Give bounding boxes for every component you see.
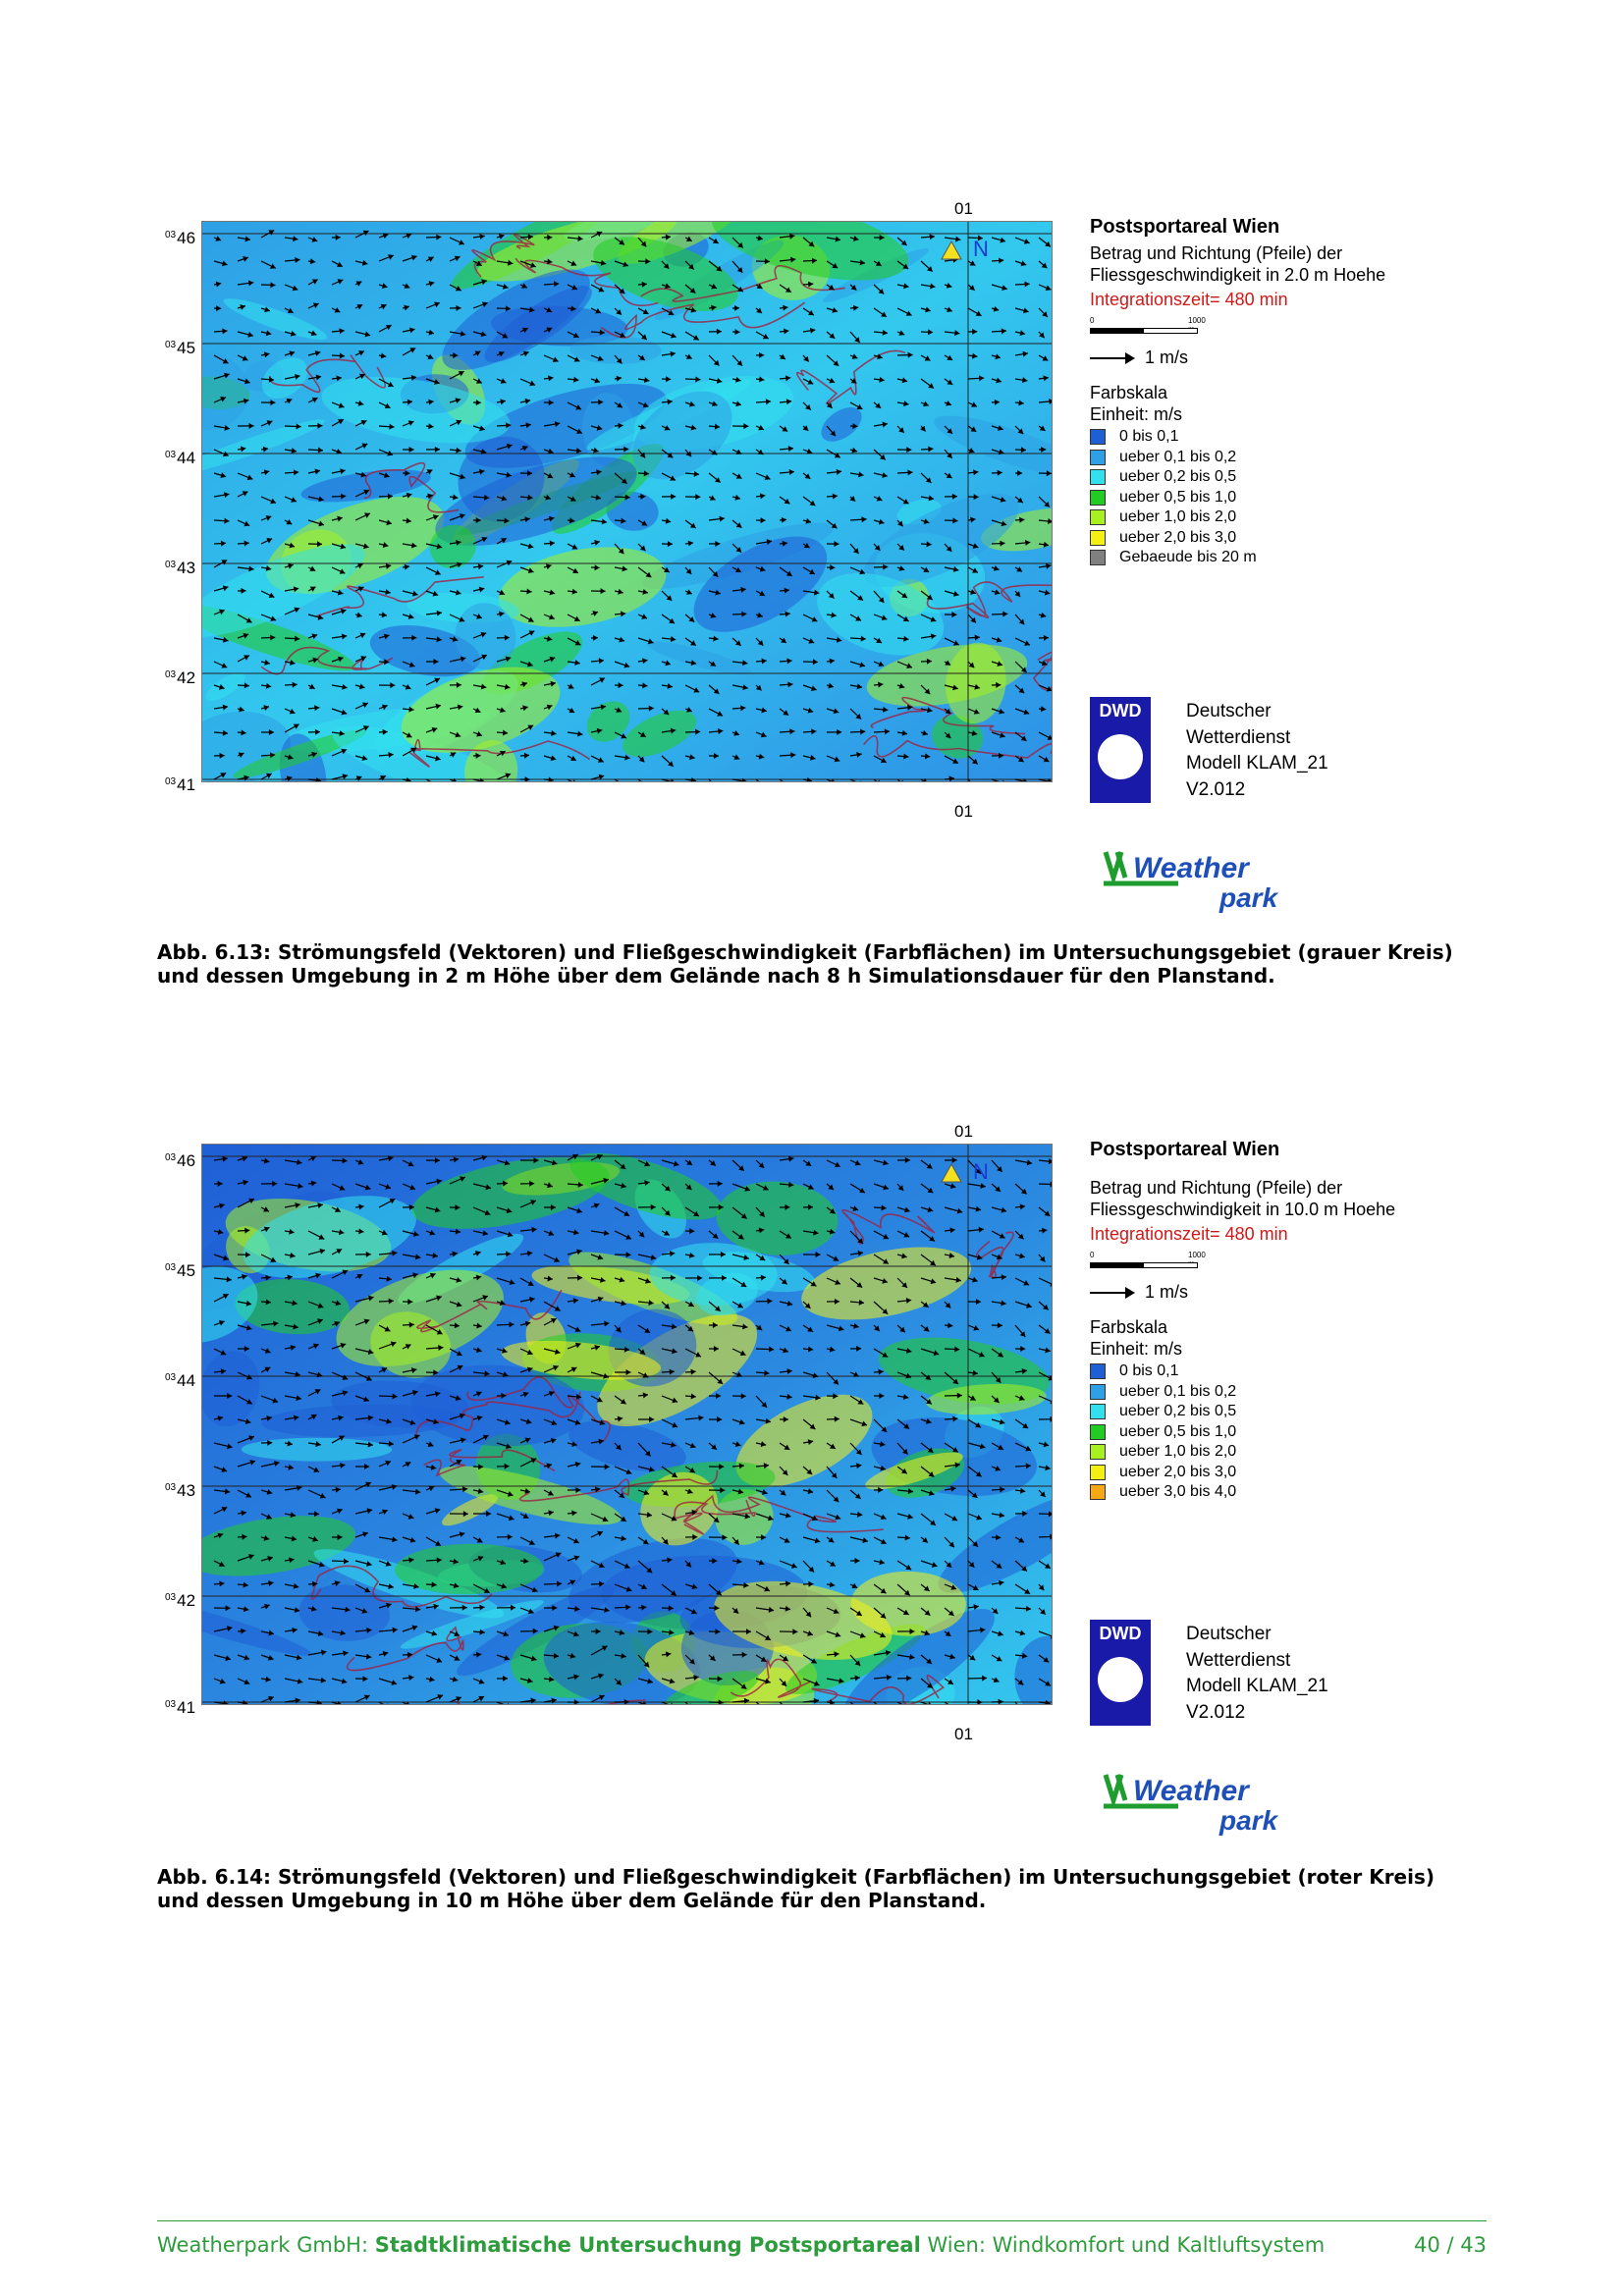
- y-tick-label: $^{03}$45: [165, 1261, 196, 1280]
- figure-caption: Abb. 6.14: Strömungsfeld (Vektoren) und Fließgeschwindigkeit (Farbflächen) im Untersuchungsgebiet (roter Kreis) und dessen Umgebung in 10 m Höhe über dem Gelände für den Planstand.: [157, 1865, 1435, 1912]
- footer-title: Weatherpark GmbH: Stadtklimatische Untersuchung Postsportareal Wien: Windkomfort und Kaltluftsystem: [157, 2233, 1326, 2257]
- swirl-icon: [1098, 734, 1143, 779]
- svg-text:park: park: [1219, 1805, 1278, 1836]
- legend-class-label: Gebaeude bis 20 m: [1119, 549, 1257, 566]
- color-swatch: [1090, 1363, 1106, 1379]
- x-tick-label-top: 01: [954, 1122, 973, 1141]
- legend-class-label: 0 bis 0,1: [1119, 428, 1179, 446]
- legend-class-label: ueber 0,2 bis 0,5: [1119, 468, 1237, 486]
- y-tick-label: $^{03}$44: [165, 449, 196, 467]
- color-swatch: [1090, 1424, 1106, 1440]
- y-tick-label: $^{03}$44: [165, 1371, 196, 1390]
- x-tick-label-top: 01: [954, 199, 973, 218]
- legend-description: Betrag und Richtung (Pfeile) der: [1090, 1178, 1343, 1198]
- legend-class-label: ueber 0,1 bis 0,2: [1119, 1382, 1237, 1400]
- y-tick-label: $^{03}$43: [165, 559, 196, 577]
- legend-class-item: [1090, 1442, 1473, 1463]
- y-tick-label: $^{03}$42: [165, 1591, 196, 1610]
- legend-title: Postsportareal Wien: [1090, 216, 1280, 238]
- legend-class-item: [1090, 507, 1473, 528]
- y-tick-label: $^{03}$45: [165, 339, 196, 357]
- color-scale-title: Farbskala: [1090, 383, 1168, 402]
- svg-text:Weather: Weather: [1133, 1775, 1249, 1807]
- x-tick-label-bottom: 01: [954, 1725, 973, 1743]
- svg-text:Weather: Weather: [1133, 852, 1249, 884]
- flow-field-map: [201, 1144, 1053, 1705]
- legend-class-item: [1090, 548, 1473, 568]
- legend-class-item: [1090, 1422, 1473, 1443]
- map-panel: [157, 201, 1051, 829]
- flow-field-canvas: [202, 1145, 1052, 1704]
- x-tick-label-bottom: 01: [954, 802, 973, 821]
- legend-class-label: 0 bis 0,1: [1119, 1362, 1179, 1380]
- color-scale-unit: Einheit: m/s: [1090, 1339, 1183, 1359]
- flow-field-canvas: [202, 222, 1052, 781]
- legend-class-item: [1090, 1402, 1473, 1422]
- color-swatch: [1090, 469, 1106, 485]
- weatherpark-logo: [1100, 844, 1296, 913]
- color-swatch: [1090, 1384, 1106, 1400]
- legend-class-label: ueber 3,0 bis 4,0: [1119, 1483, 1237, 1501]
- y-tick-label: $^{03}$46: [165, 1151, 196, 1170]
- scale-bar: 0 1000: [1090, 1251, 1198, 1274]
- color-swatch: [1090, 450, 1106, 465]
- color-swatch: [1090, 530, 1106, 546]
- arrow-scale: 1 m/s: [1090, 1282, 1473, 1303]
- color-legend-list: [1090, 427, 1473, 568]
- color-scale-unit: Einheit: m/s: [1090, 404, 1183, 424]
- map-panel: [157, 1124, 1051, 1752]
- north-label: N: [973, 1159, 989, 1184]
- legend-class-item: [1090, 528, 1473, 549]
- color-scale-title: Farbskala: [1090, 1317, 1168, 1337]
- arrow-scale: 1 m/s: [1090, 347, 1473, 368]
- color-swatch: [1090, 509, 1106, 525]
- legend-class-label: ueber 2,0 bis 3,0: [1119, 528, 1237, 546]
- legend-class-label: ueber 0,5 bis 1,0: [1119, 488, 1237, 506]
- color-swatch: [1090, 1404, 1106, 1419]
- svg-text:park: park: [1219, 882, 1278, 913]
- legend-class-item: [1090, 427, 1473, 448]
- legend-class-item: [1090, 1482, 1473, 1503]
- legend-class-item: [1090, 448, 1473, 468]
- arrow-icon: [1090, 1292, 1133, 1294]
- legend-title: Postsportareal Wien: [1090, 1139, 1280, 1160]
- dwd-text: Deutscher Wetterdienst Modell KLAM_21 V2.012: [1186, 1624, 1328, 1723]
- y-tick-label: $^{03}$43: [165, 1481, 196, 1500]
- legend-class-label: ueber 2,0 bis 3,0: [1119, 1463, 1237, 1480]
- dwd-block: [1090, 697, 1328, 803]
- dwd-block: [1090, 1620, 1328, 1726]
- page-footer: [157, 2220, 1487, 2257]
- color-swatch: [1090, 1465, 1106, 1480]
- dwd-logo: DWD: [1090, 697, 1151, 803]
- y-tick-label: $^{03}$42: [165, 668, 196, 687]
- legend-description: Betrag und Richtung (Pfeile) der: [1090, 243, 1343, 263]
- north-label: N: [973, 237, 989, 261]
- y-tick-label: $^{03}$41: [165, 775, 196, 794]
- legend-class-label: ueber 0,5 bis 1,0: [1119, 1422, 1237, 1440]
- legend-class-item: [1090, 1382, 1473, 1403]
- color-swatch: [1090, 1484, 1106, 1500]
- color-swatch: [1090, 490, 1106, 506]
- scale-bar: 0 1000: [1090, 316, 1198, 340]
- legend-class-item: [1090, 1463, 1473, 1483]
- color-swatch: [1090, 1444, 1106, 1460]
- map-legend: [1090, 216, 1473, 568]
- legend-class-label: ueber 0,1 bis 0,2: [1119, 448, 1237, 465]
- legend-description: Fliessgeschwindigkeit in 10.0 m Hoehe: [1090, 1200, 1396, 1219]
- map-legend: [1090, 1139, 1473, 1503]
- legend-class-label: ueber 1,0 bis 2,0: [1119, 508, 1237, 526]
- dwd-logo: DWD: [1090, 1620, 1151, 1726]
- integration-time: Integrationszeit= 480 min: [1090, 290, 1288, 309]
- legend-class-item: [1090, 1362, 1473, 1382]
- swirl-icon: [1098, 1657, 1143, 1702]
- y-tick-label: $^{03}$41: [165, 1698, 196, 1717]
- arrow-icon: [1090, 357, 1133, 359]
- legend-class-item: [1090, 488, 1473, 508]
- legend-class-label: ueber 0,2 bis 0,5: [1119, 1403, 1237, 1420]
- color-swatch: [1090, 429, 1106, 445]
- figure-caption: Abb. 6.13: Strömungsfeld (Vektoren) und Fließgeschwindigkeit (Farbflächen) im Untersuchungsgebiet (grauer Kreis) und dessen Umgebung in 2 m Höhe über dem Gelände nach 8 h Simulationsdauer für den Planstand.: [157, 940, 1453, 988]
- y-tick-label: $^{03}$46: [165, 229, 196, 247]
- legend-description: Fliessgeschwindigkeit in 2.0 m Hoehe: [1090, 265, 1386, 285]
- color-legend-list: [1090, 1362, 1473, 1503]
- flow-field-map: [201, 221, 1053, 782]
- page-number: 40 / 43: [1414, 2233, 1487, 2257]
- figure-6-13: [157, 201, 1473, 923]
- legend-class-label: ueber 1,0 bis 2,0: [1119, 1443, 1237, 1461]
- legend-class-item: [1090, 467, 1473, 488]
- integration-time: Integrationszeit= 480 min: [1090, 1224, 1288, 1244]
- weatherpark-logo: [1100, 1767, 1296, 1836]
- color-swatch: [1090, 550, 1106, 565]
- dwd-text: Deutscher Wetterdienst Modell KLAM_21 V2.012: [1186, 701, 1328, 800]
- figure-6-14: [157, 1124, 1473, 1845]
